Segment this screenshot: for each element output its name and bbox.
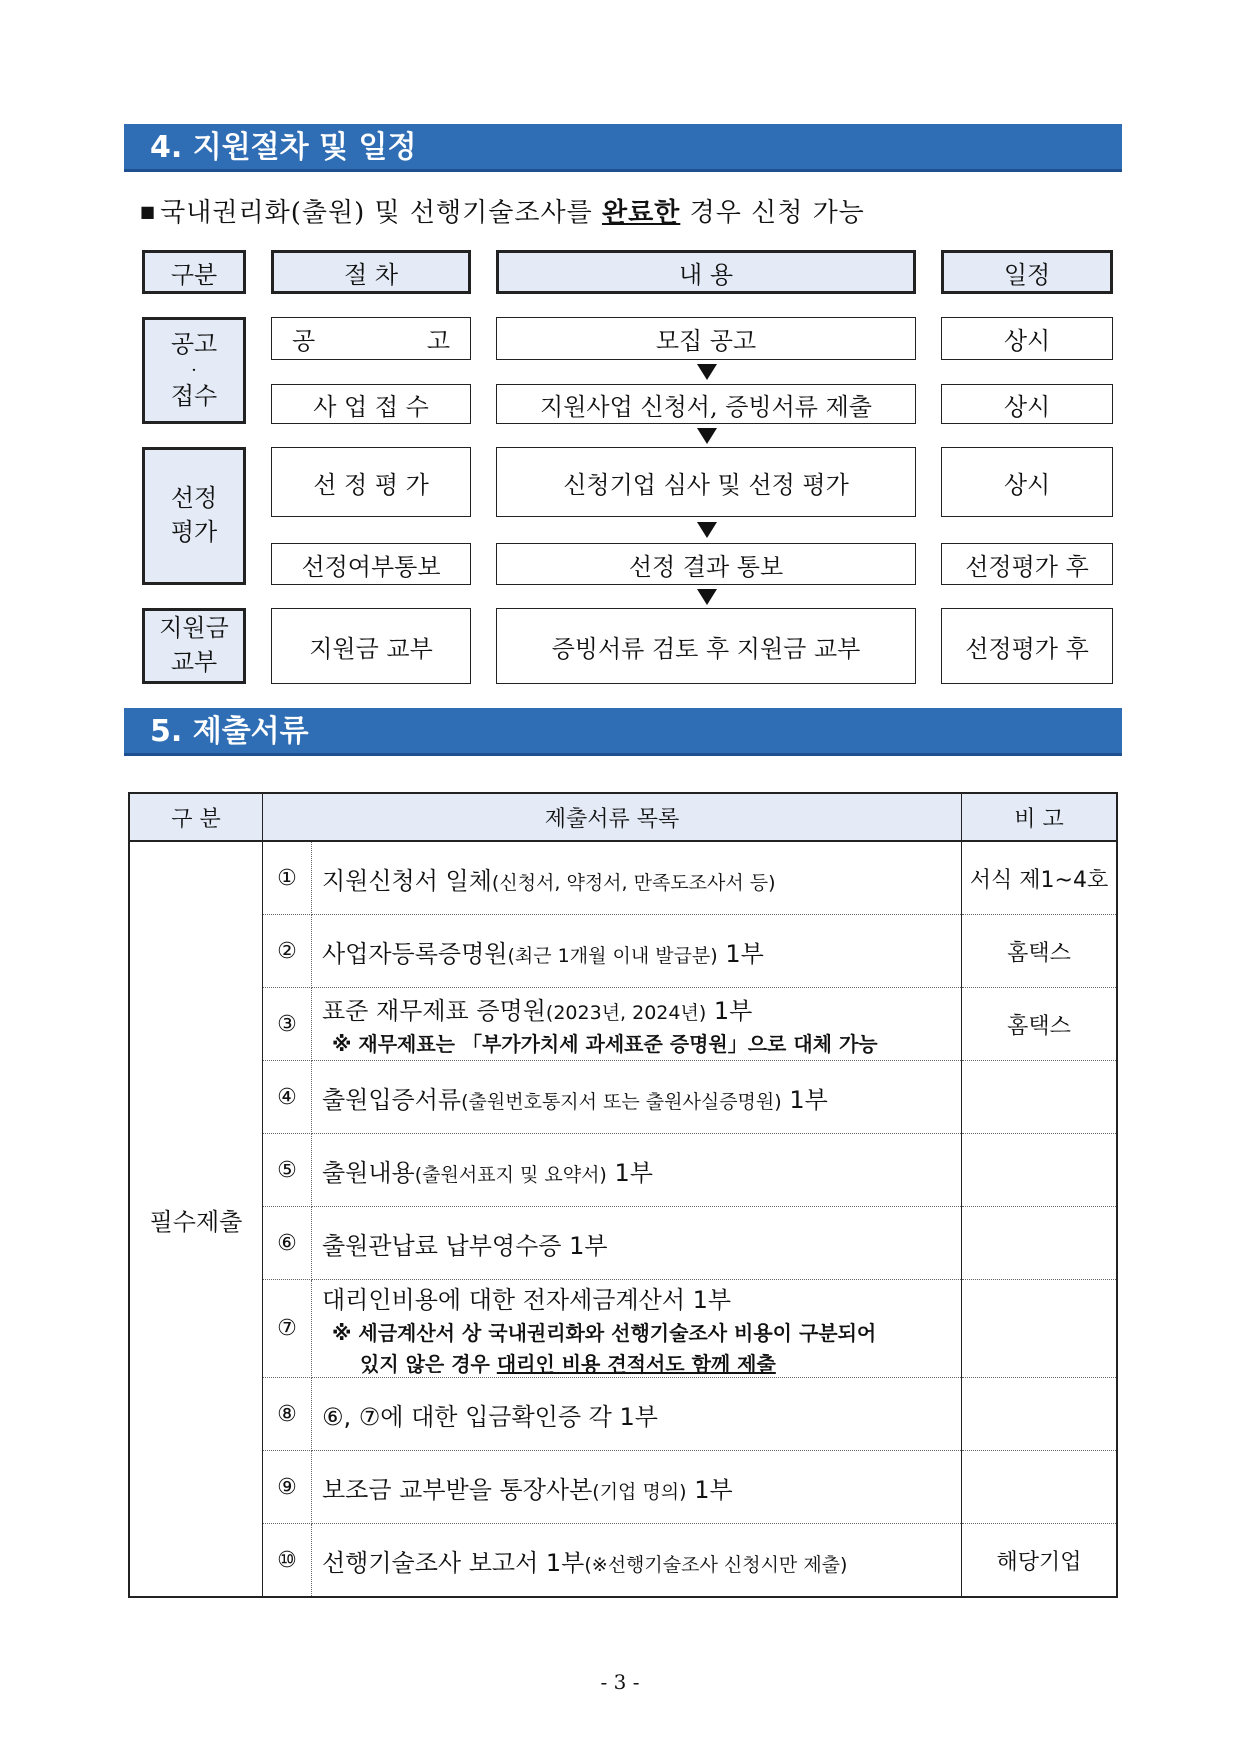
square-bullet-icon: ■ [140, 202, 157, 221]
table-row [129, 1378, 1117, 1451]
row-number: ⑦ [263, 1280, 312, 1378]
category-text: 평가 [170, 518, 218, 546]
doc-sub-note-underlined: 대리인 비용 견적서도 함께 제출 [496, 1352, 776, 1376]
doc-main: 보조금 교부받을 통장사본 [322, 1475, 593, 1504]
table-row [129, 1207, 1117, 1280]
procedure-announce [271, 317, 471, 360]
procedure-evaluation: 선 정 평 가 [271, 447, 471, 517]
doc-remark: 홈택스 [962, 915, 1118, 988]
table-row [129, 915, 1117, 988]
flow-header-category: 구분 [142, 250, 246, 294]
category-text: 접수 [170, 381, 218, 410]
table-row [129, 1061, 1117, 1134]
doc-remark [962, 1451, 1118, 1524]
doc-count: 1부 [686, 1475, 733, 1504]
doc-item [312, 1524, 962, 1598]
header-category: 구 분 [129, 793, 263, 841]
doc-main: 표준 재무제표 증명원 [322, 997, 546, 1025]
doc-remark: 해당기업 [962, 1524, 1118, 1598]
schedule-step-5: 선정평가 후 [941, 608, 1113, 684]
eligibility-note [140, 192, 865, 229]
doc-item [312, 1280, 962, 1378]
doc-detail: (신청서, 약정서, 만족도조사서 등) [491, 871, 776, 894]
doc-item [312, 841, 962, 915]
row-number: ⑩ [263, 1524, 312, 1598]
row-number: ③ [263, 988, 312, 1061]
doc-detail: (출원번호통지서 또는 출원사실증명원) [461, 1090, 782, 1113]
procedure-grant: 지원금 교부 [271, 608, 471, 684]
content-step-1: 모집 공고 [496, 317, 916, 360]
doc-remark [962, 1207, 1118, 1280]
content-step-3: 신청기업 심사 및 선정 평가 [496, 447, 916, 517]
schedule-step-3: 상시 [941, 447, 1113, 517]
doc-detail: (기업 명의) [592, 1480, 687, 1503]
doc-sub-note: ※ 재무제표는 「부가가치세 과세표준 증명원」으로 대체 가능 [332, 1032, 878, 1056]
row-number: ② [263, 915, 312, 988]
doc-main: 출원관납료 납부영수증 1부 [322, 1231, 608, 1260]
procedure-text: 고 [426, 327, 450, 355]
category-selection-eval [142, 447, 246, 585]
row-number: ⑧ [263, 1378, 312, 1451]
procedure-notify: 선정여부통보 [271, 543, 471, 585]
table-row [129, 1134, 1117, 1207]
table-header-row [129, 793, 1117, 841]
doc-sub-note-2 [322, 1348, 961, 1377]
down-arrow-icon [697, 364, 717, 380]
doc-item [312, 1207, 962, 1280]
category-announce-receive [142, 317, 246, 424]
content-step-2: 지원사업 신청서, 증빙서류 제출 [496, 384, 916, 424]
doc-sub-note-text: 있지 않은 경우 [360, 1352, 497, 1376]
doc-remark [962, 1134, 1118, 1207]
row-number: ⑥ [263, 1207, 312, 1280]
category-text: 공고 [170, 329, 218, 358]
doc-detail: (2023년, 2024년) [545, 1002, 707, 1024]
flow-header-procedure: 절 차 [271, 250, 471, 294]
section-5-title: 5. 제출서류 [124, 708, 1122, 756]
documents-table [128, 792, 1118, 1598]
doc-main: 지원신청서 일체 [322, 866, 492, 895]
doc-main: 출원내용 [322, 1158, 415, 1187]
doc-sub-note: ※ 세금계산서 상 국내권리화와 선행기술조사 비용이 구분되어 [332, 1321, 877, 1345]
doc-main: ⑥, ⑦에 대한 입금확인증 각 1부 [322, 1402, 658, 1431]
doc-count: 1부 [781, 1085, 828, 1114]
doc-item [312, 1451, 962, 1524]
doc-item [312, 1061, 962, 1134]
content-step-4: 선정 결과 통보 [496, 543, 916, 585]
doc-detail: (※선행기술조사 신청시만 제출) [584, 1553, 848, 1576]
category-text: · [191, 359, 197, 381]
down-arrow-icon [697, 589, 717, 605]
down-arrow-icon [697, 522, 717, 538]
section-4-title: 4. 지원절차 및 일정 [124, 124, 1122, 172]
schedule-step-1: 상시 [941, 317, 1113, 360]
row-number: ④ [263, 1061, 312, 1134]
doc-count: 1부 [606, 1158, 653, 1187]
schedule-step-4: 선정평가 후 [941, 543, 1113, 585]
header-remark: 비 고 [962, 793, 1118, 841]
table-row [129, 1451, 1117, 1524]
note-emphasis: 완료한 [601, 198, 681, 228]
note-suffix: 경우 신청 가능 [680, 198, 865, 228]
category-text: 선정 [170, 484, 218, 513]
row-number: ① [263, 841, 312, 915]
procedure-text: 공 [292, 327, 316, 355]
category-required: 필수제출 [129, 841, 263, 1597]
doc-item [312, 988, 962, 1061]
doc-remark [962, 1061, 1118, 1134]
page-number: - 3 - [600, 1670, 640, 1694]
doc-count: 1부 [717, 939, 764, 968]
doc-main: 사업자등록증명원 [322, 939, 508, 968]
row-number: ⑤ [263, 1134, 312, 1207]
down-arrow-icon [697, 428, 717, 444]
doc-detail: (출원서표지 및 요약서) [414, 1163, 607, 1186]
table-row [129, 1524, 1117, 1598]
note-prefix: 국내권리화(출원) 및 선행기술조사를 [160, 198, 602, 228]
flow-header-content: 내 용 [496, 250, 916, 294]
doc-main: 선행기술조사 보고서 1부 [322, 1548, 585, 1577]
flow-header-schedule: 일정 [941, 250, 1113, 294]
doc-remark [962, 1280, 1118, 1378]
category-text: 지원금 [159, 614, 229, 643]
doc-remark [962, 1378, 1118, 1451]
doc-item [312, 1378, 962, 1451]
doc-main: 대리인비용에 대한 전자세금계산서 1부 [322, 1286, 732, 1314]
table-row [129, 1280, 1117, 1378]
doc-item [312, 1134, 962, 1207]
doc-remark: 서식 제1~4호 [962, 841, 1118, 915]
doc-main: 출원입증서류 [322, 1085, 462, 1114]
doc-item [312, 915, 962, 988]
header-list: 제출서류 목록 [263, 793, 962, 841]
procedure-receive: 사 업 접 수 [271, 384, 471, 424]
table-row [129, 841, 1117, 915]
category-grant [142, 608, 246, 684]
schedule-step-2: 상시 [941, 384, 1113, 424]
category-text: 교부 [170, 648, 218, 676]
doc-remark: 홈택스 [962, 988, 1118, 1061]
doc-detail: (최근 1개월 이내 발급분) [507, 944, 718, 967]
row-number: ⑨ [263, 1451, 312, 1524]
doc-count: 1부 [706, 997, 753, 1025]
table-row [129, 988, 1117, 1061]
content-step-5: 증빙서류 검토 후 지원금 교부 [496, 608, 916, 684]
